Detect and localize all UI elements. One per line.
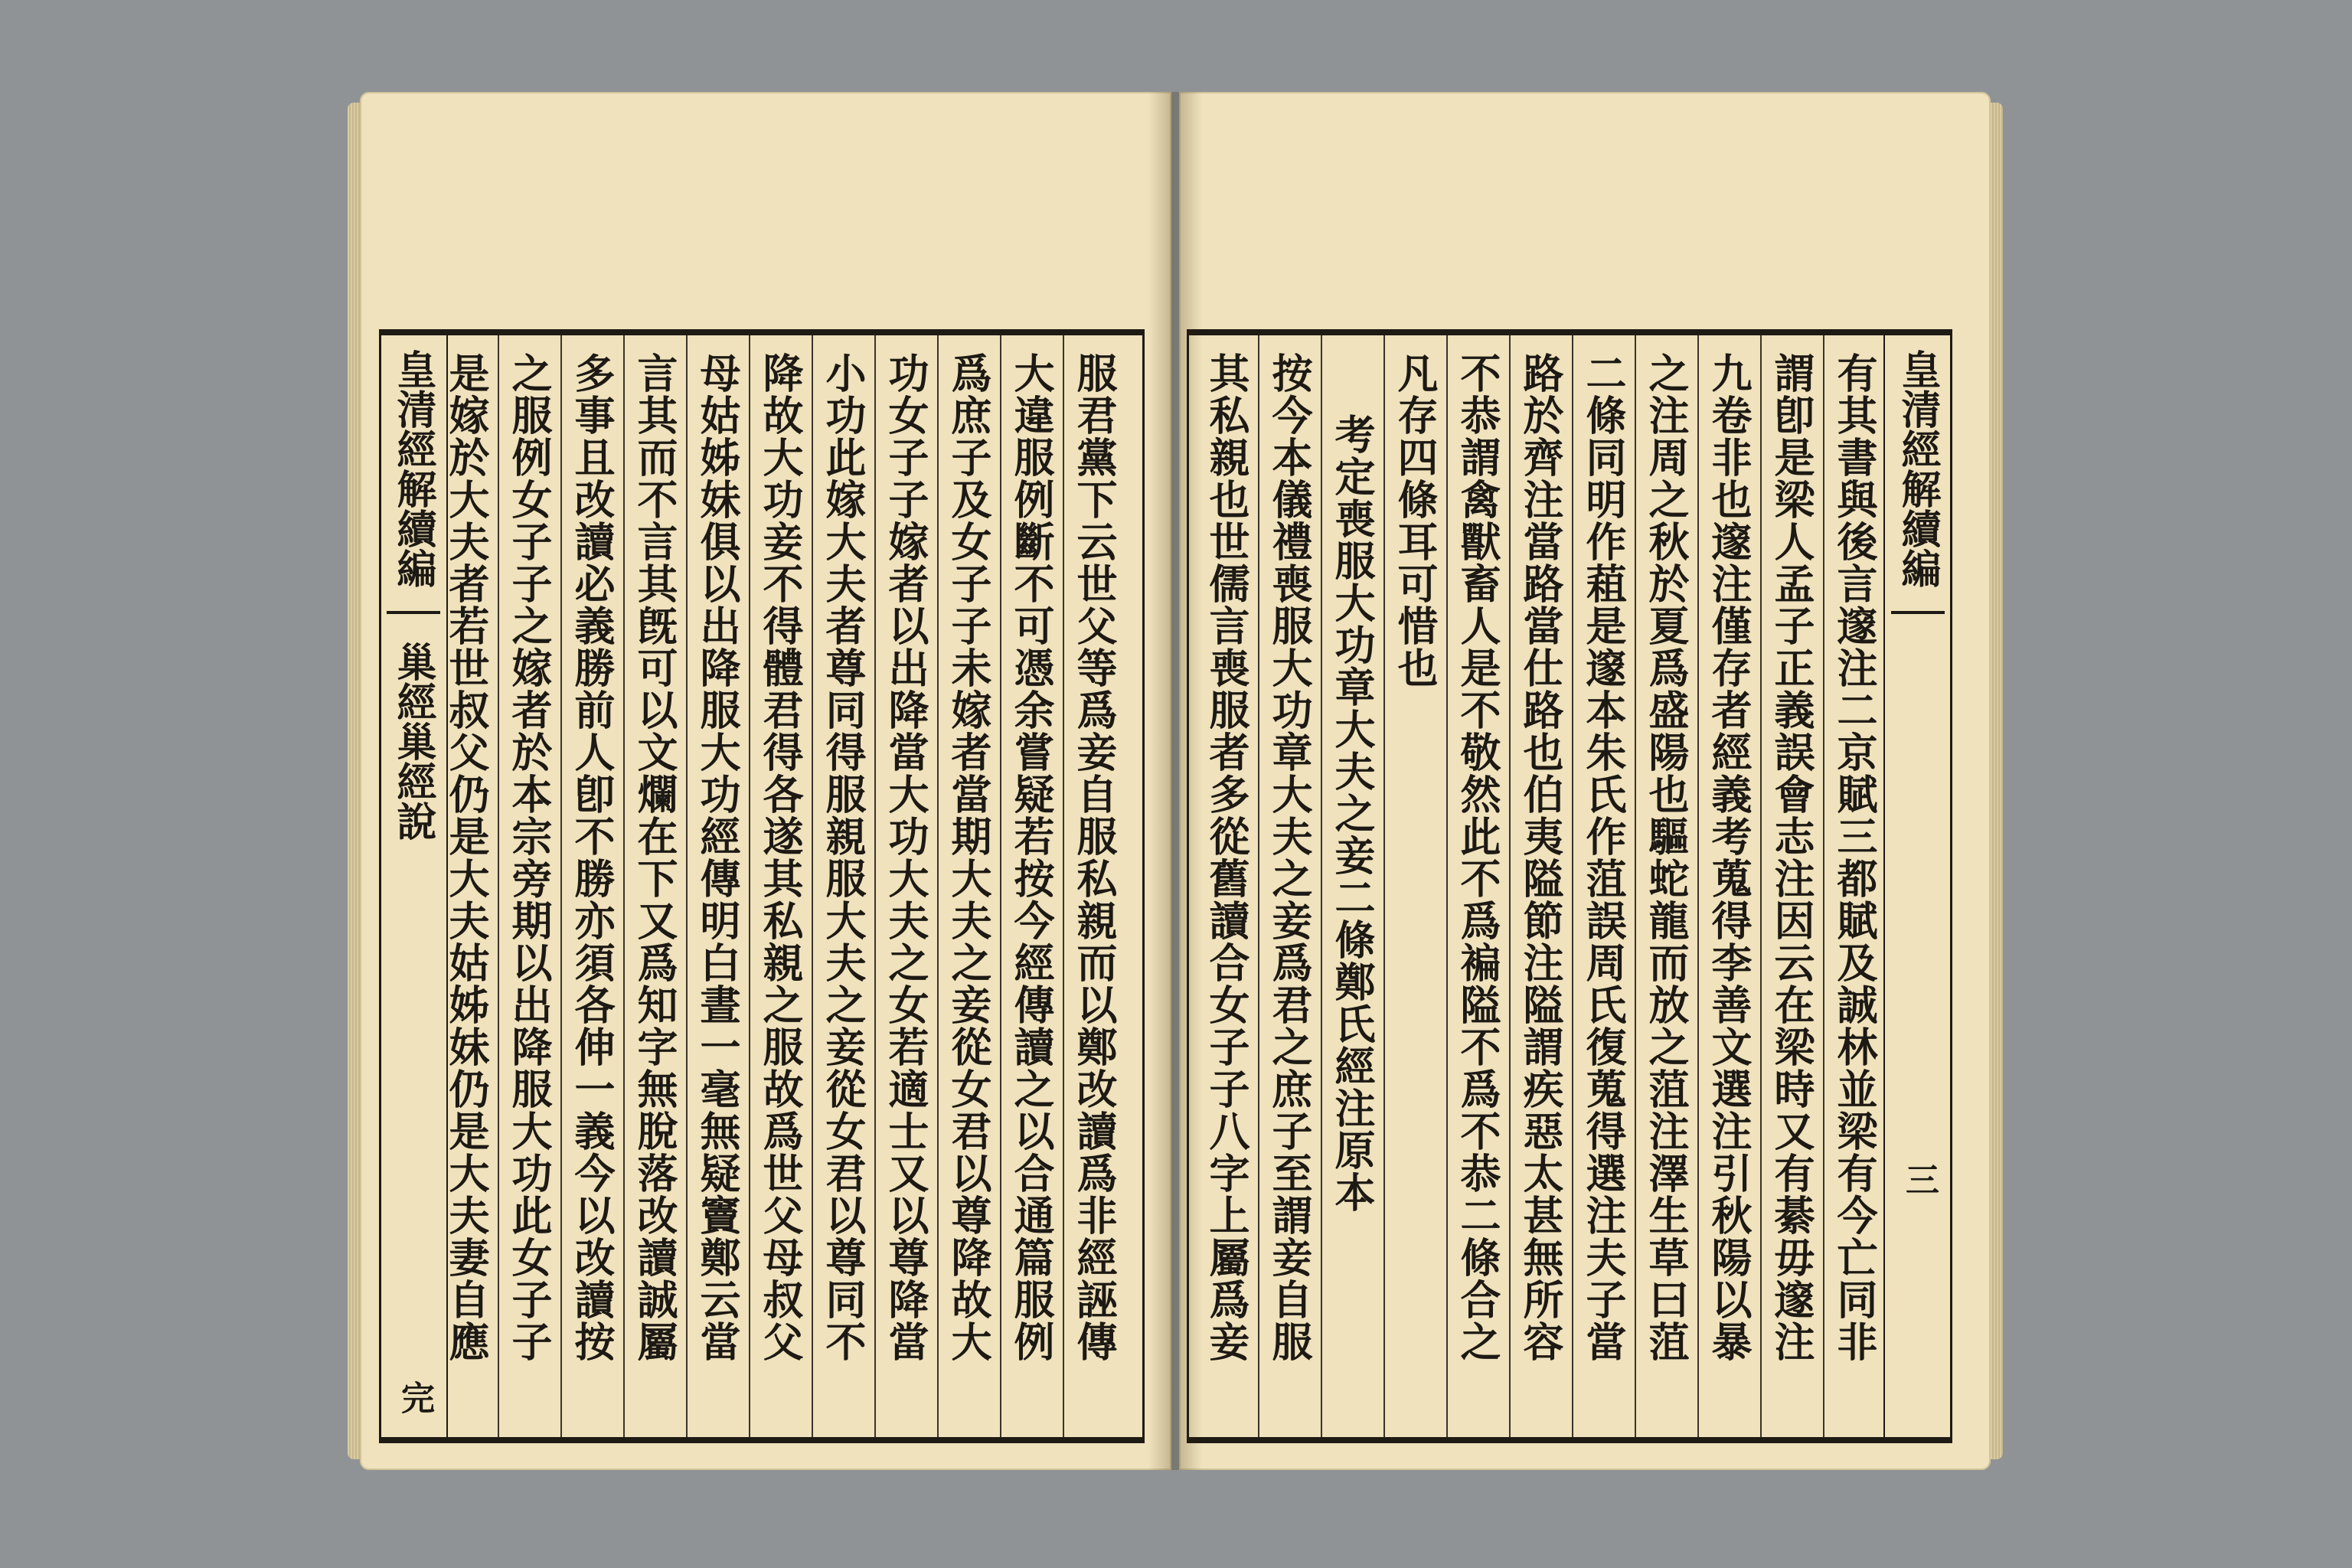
book-gutter xyxy=(1148,92,1202,1470)
right-page-frame xyxy=(1187,329,1952,1443)
right-page xyxy=(1179,92,1991,1470)
fish-tail-mark xyxy=(1891,611,1945,640)
page-edges-right xyxy=(1989,103,2003,1459)
text-column: 爲庶子及女子子未嫁者當期大夫之妾從女君以尊降故大 xyxy=(945,352,992,1363)
text-column: 服君黨下云世父等爲妾自服私親而以鄭改讀爲非經誣傳 xyxy=(1070,352,1118,1363)
text-column: 凡存四條耳可惜也 xyxy=(1391,352,1439,689)
text-column: 是嫁於大夫者若世叔父仍是大夫姑姊妹仍是大夫妻自應 xyxy=(443,352,490,1363)
banxin-title: 皇清經解續編 xyxy=(390,349,436,588)
text-column: 按今本儀禮喪服大功章大夫之妾爲君之庶子至謂妾自服 xyxy=(1266,352,1313,1363)
left-page-frame xyxy=(379,329,1145,1443)
text-column: 之服例女子子之嫁者於本宗旁期以出降服大功此女子子 xyxy=(505,352,553,1363)
text-column: 九卷非也邃注僅存者經義考蒐得李善文選注引秋陽以暴 xyxy=(1705,352,1753,1363)
text-column: 多事且改讀必義勝前人卽不勝亦須各伸一義今以改讀按 xyxy=(568,352,616,1363)
text-column: 大違服例斷不可憑余嘗疑若按今經傳讀之以合通篇服例 xyxy=(1008,352,1055,1363)
text-column: 功女子子嫁者以出降當大功大夫之女若適士又以尊降當 xyxy=(882,352,929,1363)
text-column: 降故大功妾不得體君得各遂其私親之服故爲世父母叔父 xyxy=(756,352,804,1363)
left-page xyxy=(360,92,1171,1470)
text-column: 其私親也世儒言喪服者多從舊讀合女子子八字上屬爲妾 xyxy=(1203,352,1250,1363)
text-column: 路於齊注當路當仕路也伯夷隘節注隘謂疾惡太甚無所容 xyxy=(1517,352,1564,1363)
fish-tail-mark xyxy=(387,611,440,640)
text-column: 不恭謂禽獸畜人是不敬然此不爲褊隘不爲不恭二條合之 xyxy=(1454,352,1501,1363)
banxin-margin xyxy=(1883,335,1952,1437)
banxin-title: 皇清經解續編 xyxy=(1894,349,1941,588)
page-number: 完 xyxy=(395,1380,434,1414)
open-book xyxy=(360,92,1991,1470)
banxin-section: 巢經巢經說 xyxy=(390,642,436,841)
text-column: 母姑姊妹俱以出降服大功經傳明白晝一毫無疑竇鄭云當 xyxy=(694,352,741,1363)
section-heading-column: 考定喪服大功章大夫之妾二條鄭氏經注原本 xyxy=(1328,413,1376,1214)
text-column: 謂卽是梁人孟子正義誤會志注因云在梁時又有綦毋邃注 xyxy=(1768,352,1815,1363)
text-column: 之注周之秋於夏爲盛陽也驅蛇龍而放之菹注澤生草曰菹 xyxy=(1642,352,1690,1363)
banxin-margin xyxy=(379,335,448,1437)
text-column: 二條同明作蒩是邃本朱氏作菹誤周氏復蒐得選注夫子當 xyxy=(1579,352,1627,1363)
page-number: 三 xyxy=(1900,1162,1939,1196)
text-column: 小功此嫁大夫者尊同得服親服大夫之妾從女君以尊同不 xyxy=(819,352,867,1363)
text-column: 言其而不言其旣可以文爛在下又爲知字無脫落改讀誠屬 xyxy=(631,352,678,1363)
text-column: 有其書與後言邃注二京賦三都賦及誠林並梁有今亡同非 xyxy=(1831,352,1878,1363)
